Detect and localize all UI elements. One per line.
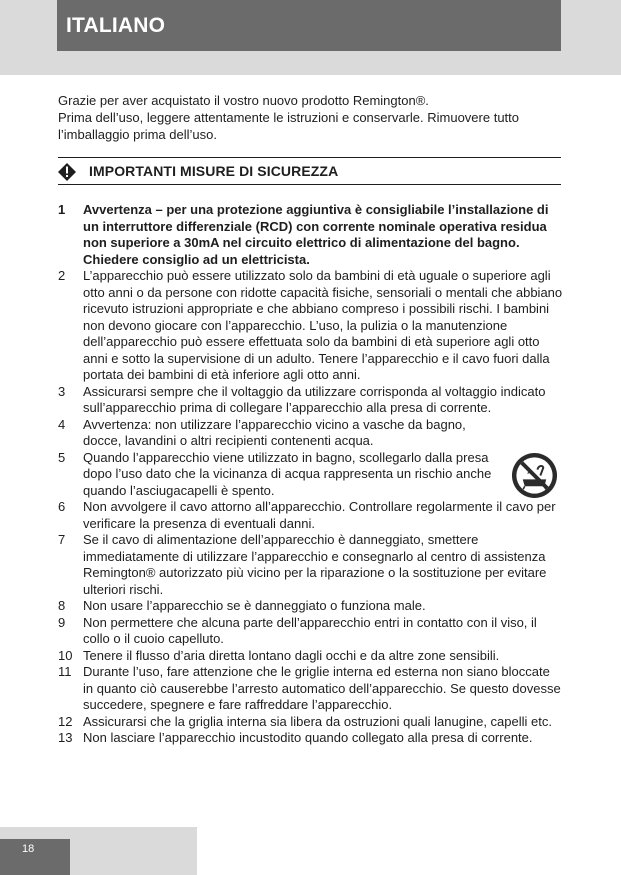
rule-text: Non usare l’apparecchio se è danneggiato o funziona male. (83, 598, 426, 613)
safety-rules-list (58, 202, 563, 747)
rule-item (58, 648, 563, 665)
rule-text: Assicurarsi sempre che il voltaggio da utilizzare corrisponda al voltaggio indicato sull’apparecchio prima di collegare l’apparecchio alla presa di corrente. (83, 383, 546, 415)
rule-number: 8 (58, 598, 66, 613)
rule-number: 13 (58, 730, 73, 745)
rule-text: Non lasciare l’apparecchio incustodito quando collegato alla presa di corrente. (83, 730, 533, 745)
rule-item (58, 417, 563, 450)
rule-item (58, 664, 563, 714)
rule-number: 2 (58, 268, 66, 283)
rule-text: Tenere il flusso d’aria diretta lontano dagli occhi e da altre zone sensibili. (83, 647, 500, 663)
rule-number: 6 (58, 499, 66, 514)
rule-number: 12 (58, 713, 73, 729)
rule-text: Non avvolgere il cavo attorno all’apparecchio. Controllare regolarmente il cavo per verificare la presenza di eventuali danni. (83, 499, 556, 531)
rule-item (58, 202, 563, 268)
page-number: 18 (0, 839, 70, 875)
rule-text: Non permettere che alcuna parte dell’apparecchio entri in contatto con il viso, il collo o il cuoio capelluto. (83, 614, 537, 646)
safety-section-header (58, 157, 561, 185)
section-title: IMPORTANTI MISURE DI SICUREZZA (89, 163, 339, 179)
rule-number: 4 (58, 416, 66, 432)
intro-line-2: Prima dell’uso, leggere attentamente le istruzioni e conservarle. Rimuovere tutto l’imballaggio prima dell’uso. (58, 110, 520, 142)
rule-number: 5 (58, 449, 66, 465)
rule-text: Se il cavo di alimentazione dell’apparecchio è danneggiato, smettere immediatamente di utilizzare l’apparecchio e consegnarlo al centro di assistenza Remington® autorizzato più vicino per la riparazione o la sostituzione per evitare ulteriori rischi. (83, 532, 547, 597)
no-bathtub-icon (511, 452, 558, 499)
rule-item (58, 532, 563, 598)
rule-text: Avvertenza: non utilizzare l’apparecchio vicino a vasche da bagno, docce, lavandini o altri recipienti contenenti acqua. (83, 416, 466, 448)
rule-number: 1 (58, 202, 66, 217)
rule-number: 9 (58, 614, 66, 630)
warning-icon (58, 163, 76, 181)
rule-text: Avvertenza – per una protezione aggiuntiva è consigliabile l’installazione di un interruttore differenziale (RCD) con corrente nominale operativa residua non superiore a 30mA nel circuito elettrico di alimentazione del bagno. Chiedere consiglio ad un elettricista. (83, 202, 549, 267)
rule-item (58, 384, 563, 417)
rule-number: 3 (58, 383, 66, 399)
rule-number: 11 (58, 664, 72, 679)
rule-item (58, 730, 563, 747)
rule-item (58, 714, 563, 731)
rule-text: Assicurarsi che la griglia interna sia libera da ostruzioni quali lanugine, capelli etc. (83, 713, 552, 729)
rule-item (58, 615, 563, 648)
rule-item (58, 598, 563, 615)
rule-item (58, 499, 563, 532)
intro-line-1: Grazie per aver acquistato il vostro nuovo prodotto Remington®. (58, 93, 429, 108)
rule-number: 7 (58, 532, 66, 547)
intro-text (58, 92, 563, 143)
rule-item (58, 450, 563, 500)
rule-text: Quando l’apparecchio viene utilizzato in bagno, scollegarlo dalla presa dopo l’uso dato che la vicinanza di acqua rappresenta un rischio anche quando l’asciugacapelli è spento. (83, 449, 492, 498)
rule-item (58, 268, 563, 384)
rule-text: Durante l’uso, fare attenzione che le griglie interna ed esterna non siano bloccate in quanto ciò causerebbe l’arresto automatico dell’apparecchio. Se questo dovesse succedere, spegnere e fare raffreddare l’apparecchio. (83, 664, 561, 712)
language-title: ITALIANO (57, 0, 561, 51)
rule-text: L’apparecchio può essere utilizzato solo da bambini di età uguale o superiore agli otto anni o da persone con ridotte capacità fisiche, sensoriali o mentali che abbiano ricevuto istruzioni appropriate e che abbiano compreso i possibili rischi. I bambini non devono giocare con l’apparecchio. L’uso, la pulizia o la manutenzione dell’apparecchio può essere effettuata solo da bambini di età superiore agli otto anni e sotto la supervisione di un adulto. Tenere l’apparecchio e il cavo fuori dalla portata dei bambini di età inferiore agli otto anni. (83, 268, 563, 382)
rule-number: 10 (58, 647, 73, 663)
